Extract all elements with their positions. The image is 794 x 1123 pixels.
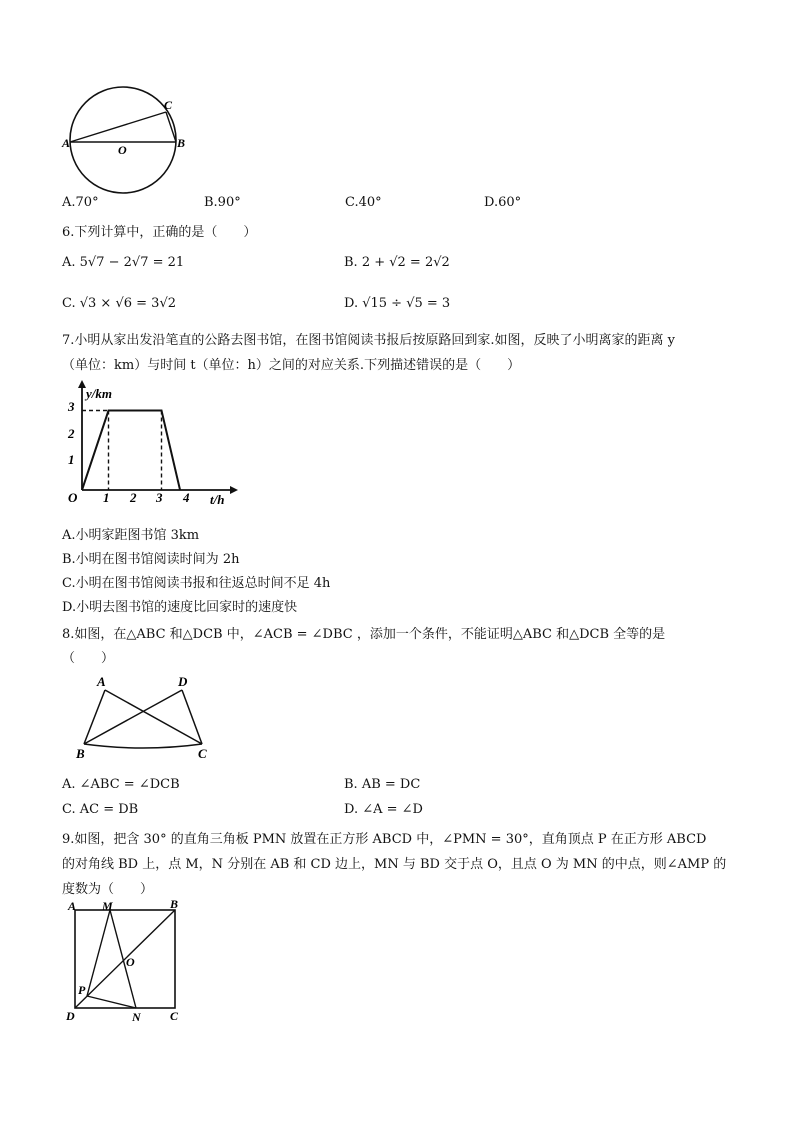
q7-y-tick-2: 2 [68,426,75,441]
q5-chord-ac [70,112,166,142]
q8-option-b: B. AB = DC [344,777,421,792]
q9-stem-line2: 的对角线 BD 上，点 M，N 分别在 AB 和 CD 边上，MN 与 BD 交于点 O，且点 O 为 MN 的中点，则∠AMP 的 [62,857,727,872]
q7-y-tick-1: 1 [68,452,75,467]
q8-segment-ac [105,690,202,744]
q9-label-m: M [102,899,113,913]
q5-label-c: C [164,98,173,112]
q8-option-d: D. ∠A = ∠D [344,802,423,817]
q7-x-tick-3: 3 [156,490,163,505]
q7-origin-label: O [68,490,78,505]
q9-stem-line1: 9.如图，把含 30° 的直角三角板 PMN 放置在正方形 ABCD 中，∠PMN = 30°，直角顶点 P 在正方形 ABCD [62,832,707,847]
q8-segment-dc [182,690,202,744]
q7-stem-line1: 7.小明从家出发沿笔直的公路去图书馆，在图书馆阅读书报后按原路回到家.如图，反映了小明离家的距离 y [62,333,676,348]
q8-figure [72,672,222,764]
q9-square-figure [62,898,192,1024]
q5-option-b: B.90° [204,195,241,210]
q9-segment-pn [87,996,136,1008]
q7-y-tick-3: 3 [68,399,75,414]
q7-x-axis-arrow [230,486,238,494]
q5-circle-figure [60,86,190,196]
q9-segment-pm [87,910,110,996]
q8-label-c: C [198,746,207,761]
q7-option-d: D.小明去图书馆的速度比回家时的速度快 [62,600,298,615]
q8-option-a: A. ∠ABC = ∠DCB [62,777,180,792]
q7-distance-line [82,411,180,491]
q7-x-axis-label: t/h [210,492,225,507]
q5-label-a: A [62,136,71,150]
q7-y-axis-label: y/km [86,386,112,401]
q5-option-c: C.40° [345,195,382,210]
q5-option-d: D.60° [484,195,522,210]
q6-stem: 6.下列计算中，正确的是（ ） [62,225,257,240]
q7-x-tick-1: 1 [103,490,110,505]
q9-label-d: D [66,1009,75,1023]
q7-y-axis-arrow [78,380,86,388]
q9-label-o: O [126,955,135,969]
q8-option-c: C. AC = DB [62,802,139,817]
q7-graph [62,378,242,510]
q5-label-o: O [118,143,127,157]
q6-option-c: C. √3 × √6 = 3√2 [62,296,176,311]
q8-segment-ab [84,690,105,744]
q9-label-b: B [170,898,179,911]
q6-option-b: B. 2 + √2 = 2√2 [344,255,450,270]
q9-diagonal-bd [75,910,175,1008]
q9-label-c: C [170,1009,179,1023]
q8-stem-line1: 8.如图，在△ABC 和△DCB 中，∠ACB = ∠DBC ，添加一个条件，不能证明△ABC 和△DCB 全等的是 [62,627,666,642]
q7-option-c: C.小明在图书馆阅读书报和往返总时间不足 4h [62,576,331,591]
q7-stem-line2: （单位：km）与时间 t（单位：h）之间的对应关系.下列描述错误的是（ ） [62,358,521,373]
q7-option-b: B.小明在图书馆阅读时间为 2h [62,552,240,567]
q7-x-tick-4: 4 [183,490,190,505]
q8-label-b: B [76,746,85,761]
q5-circle [70,87,176,193]
q8-stem-line2: （ ） [62,651,115,666]
q6-option-d: D. √15 ÷ √5 = 3 [344,296,451,311]
q5-label-b: B [177,136,186,150]
q7-x-tick-2: 2 [130,490,137,505]
q9-label-a: A [68,899,77,913]
q8-segment-db [84,690,182,744]
q9-label-n: N [132,1010,141,1024]
q9-stem-line3: 度数为（ ） [62,882,154,897]
q6-option-a: A. 5√7 − 2√7 = 21 [62,255,185,270]
q8-label-a: A [97,674,106,689]
q9-label-p: P [78,983,86,997]
q7-option-a: A.小明家距图书馆 3km [62,528,200,543]
q8-segment-bc [84,744,202,748]
q8-label-d: D [178,674,188,689]
q5-option-a: A.70° [62,195,99,210]
